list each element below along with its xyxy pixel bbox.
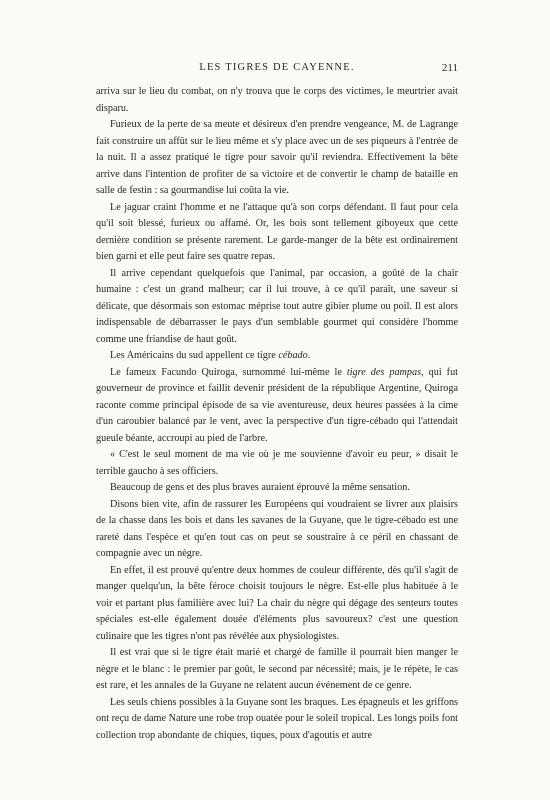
page-header (96, 62, 458, 76)
italic-term: tigre des pampas (346, 366, 422, 378)
paragraph: Beaucoup de gens et des plus braves auraient éprouvé la même sensation. (110, 482, 410, 493)
paragraph: En effet, il est prouvé qu'entre deux hommes de couleur différente, dès qu'il s'agit de manger quelqu'un, la bête féroce choisit toujours le nègre. Est-elle plus habituée à le voir et partant plus familière avec lui? La chair du nègre qui dégage des senteurs toutes spéciales est-elle également douée d'éléments plus savoureux? c'est une question culinaire que les tigres n'ont pas révélée aux physiologistes. (96, 564, 458, 642)
running-title: LES TIGRES DE CAYENNE. (199, 62, 355, 73)
paragraph: Il est vrai que si le tigre était marié et chargé de famille il pourrait bien manger le nègre et le blanc : le premier par goût, le second par nécessité; mais, je le répète, le cas est rare, et les annales de la Guyane ne relatent aucun événement de ce genre. (96, 647, 458, 691)
paragraph-text: . (307, 350, 311, 361)
paragraph (96, 365, 458, 448)
paragraph-text: , qui fut gouverneur de province et faillit devenir président de la république Argentine, Quiroga raconte comme principal épisode de sa vie aventureuse, deux heures passées à la cime d'un caroubier balancé par le vent, avec la perspective d'un tigre-cébado qui l'attendait gueule béante, accroupi au pied de l'arbre. (96, 366, 458, 444)
paragraph: « C'est le seul moment de ma vie où je me souvienne d'avoir eu peur, » disait le terrible gaucho à ses officiers. (96, 449, 458, 477)
paragraph-text: Les Américains du sud appellent ce tigre (110, 350, 279, 361)
paragraph (96, 348, 458, 365)
paragraph: Le jaguar craint l'homme et ne l'attaque qu'à son corps défendant. Il faut pour cela qu'il soit blessé, furieux ou affamé. Or, les bois sont tellement giboyeux que cette dernière condition se présente rarement. Le garde-manger de la bête est ordinairement bien garni et elle peut faire ses quatre repas. (96, 201, 458, 262)
paragraph: arriva sur le lieu du combat, on n'y trouva que le corps des victimes, le meurtrier avait disparu. (96, 86, 458, 114)
page-number: 211 (441, 62, 458, 74)
body-text (96, 84, 458, 744)
paragraph: Les seuls chiens possibles à la Guyane sont les braques. Les épagneuls et les griffons ont reçu de dame Nature une robe trop ouatée pour le soleil tropical. Les longs poils font collection trop abondante de chiques, tiques, poux d'agoutis et autre (96, 696, 458, 741)
paragraph: Furieux de la perte de sa meute et désireux d'en prendre vengeance, M. de Lagrange fait construire un affût sur le lieu même et s'y place avec un de ses piqueurs à l'entrée de la nuit. Il a assez pratiqué le tigre pour savoir qu'il reviendra. Effectivement la bête arrive dans l'intention de profiter de sa victoire et de convertir le champ de bataille en salle de festin : sa gourmandise lui coûta la vie. (96, 119, 458, 196)
italic-term: cébado (278, 350, 308, 361)
paragraph-text: Le fameux Facundo Quiroga, surnommé lui-même le (110, 366, 347, 378)
paragraph: Disons bien vite, afin de rassurer les Européens qui voudraient se livrer aux plaisirs de la chasse dans les bois et dans les savanes de la Guyane, que le tigre-cébado est une rareté dans l'espèce et qu'en tout cas on peut se soustraire à ce péril en chassant de compagnie avec un nègre. (96, 498, 458, 559)
paragraph: Il arrive cependant quelquefois que l'animal, par occasion, a goûté de la chair humaine : c'est un grand malheur; car il lui trouve, à ce qu'il paraît, une saveur si délicate, que désormais son estomac méprise tout autre gibier plume ou poil. Il est alors indispensable de débarrasser le pays d'un semblable gourmet qui considère l'homme comme une friandise de haut goût. (96, 267, 458, 345)
